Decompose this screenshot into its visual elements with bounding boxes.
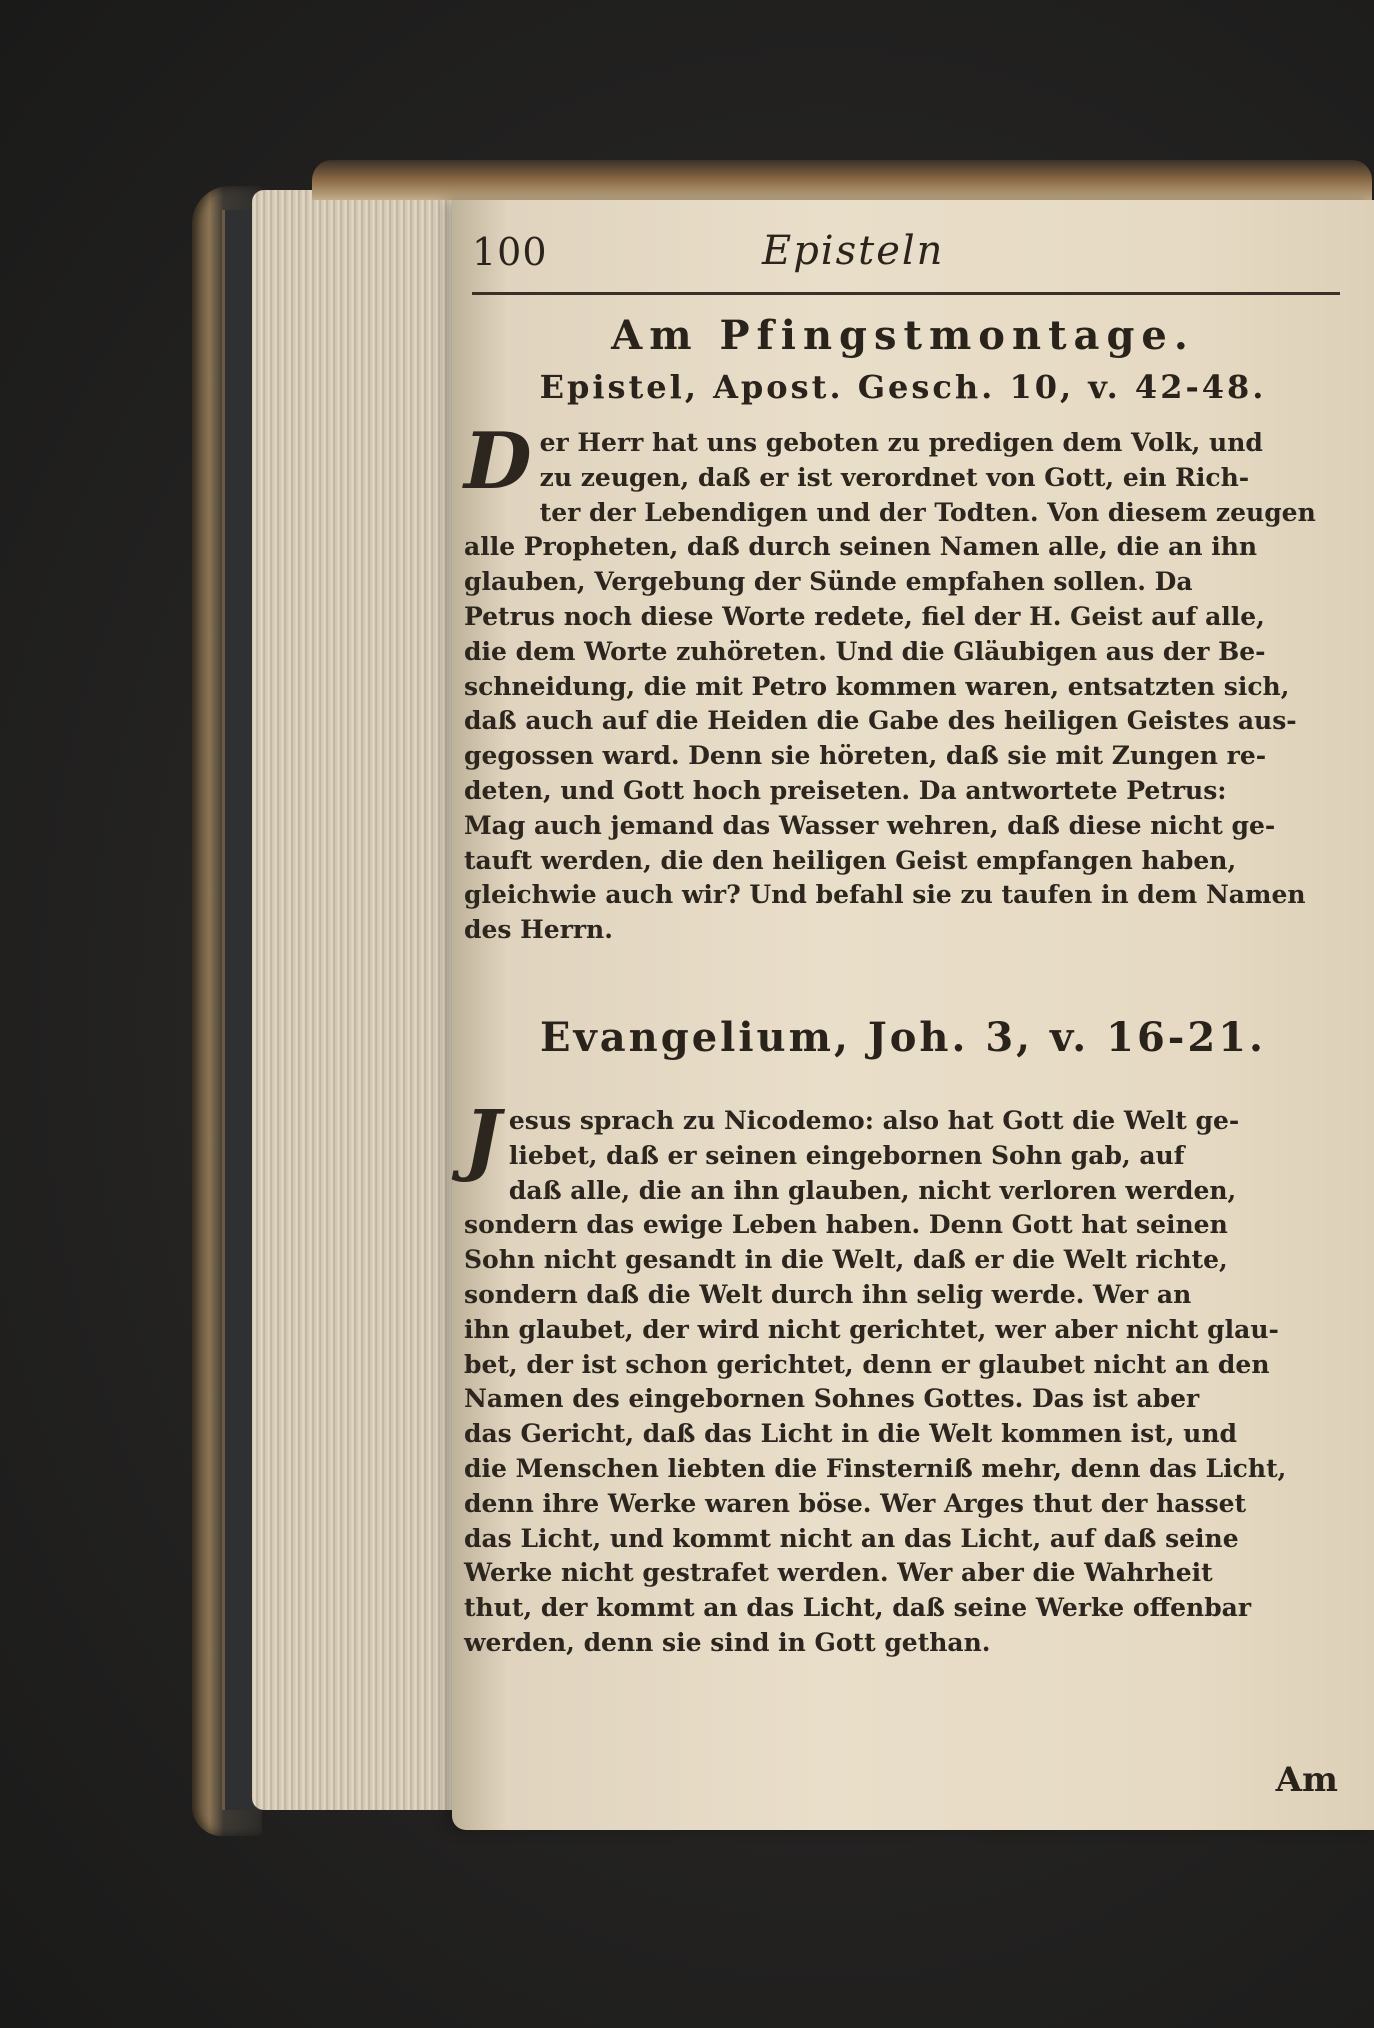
running-head: Episteln [762, 228, 945, 274]
text-line: deten, und Gott hoch preiseten. Da antwortete Petrus: [464, 775, 1227, 805]
text-line: Werke nicht gestrafet werden. Wer aber die Wahrheit [464, 1558, 1213, 1588]
text-line: Petrus noch diese Worte redete, fiel der H. Geist auf alle, [464, 601, 1265, 631]
text-line: thut, der kommt an das Licht, daß seine Werke offenbar [464, 1593, 1252, 1623]
text-line: denn ihre Werke waren böse. Wer Arges thut der hasset [464, 1488, 1247, 1518]
text-line: gleichwie auch wir? Und befahl sie zu taufen in dem Namen [464, 880, 1306, 910]
text-line: Sohn nicht gesandt in die Welt, daß er die Welt richte, [464, 1245, 1228, 1275]
text-line: daß alle, die an ihn glauben, nicht verloren werden, [508, 1175, 1237, 1205]
text-line: tauft werden, die den heiligen Geist empfangen haben, [464, 845, 1237, 875]
text-line: ter der Lebendigen und der Todten. Von diesem zeugen [539, 497, 1316, 527]
text-line: werden, denn sie sind in Gott gethan. [464, 1627, 991, 1657]
section-heading-sunday: Am Pfingstmontage. [611, 312, 1195, 359]
text-line: glauben, Vergebung der Sünde empfahen sollen. Da [464, 567, 1193, 597]
text-line: schneidung, die mit Petro kommen waren, entsatzten sich, [464, 671, 1290, 701]
text-line: sondern daß die Welt durch ihn selig werde. Wer an [464, 1279, 1192, 1309]
gospel-text [464, 1094, 1340, 1661]
text-line: die dem Worte zuhöreten. Und die Gläubigen aus der Be- [464, 636, 1266, 666]
text-line: liebet, daß er seinen eingebornen Sohn gab, auf [508, 1140, 1185, 1170]
section-heading-gospel: Evangelium, Joh. 3, v. 16-21. [540, 1014, 1266, 1061]
epistle-text [464, 416, 1340, 948]
text-line: ihn glaubet, der wird nicht gerichtet, wer aber nicht glau- [464, 1314, 1279, 1344]
text-line: esus sprach zu Nicodemo: also hat Gott die Welt ge- [508, 1106, 1240, 1135]
text-line: bet, der ist schon gerichtet, denn er glaubet nicht an den [464, 1349, 1270, 1379]
text-line: sondern das ewige Leben haben. Denn Gott hat seinen [464, 1210, 1228, 1240]
dropcap-gospel: J [464, 1094, 501, 1185]
dropcap-epistle: D [464, 416, 532, 507]
text-line: er Herr hat uns geboten zu predigen dem Volk, und [539, 428, 1263, 457]
open-book [192, 160, 1374, 1840]
text-line: alle Propheten, daß durch seinen Namen alle, die an ihn [464, 532, 1258, 562]
text-line: daß auch auf die Heiden die Gabe des heiligen Geistes aus- [464, 706, 1297, 736]
text-line: die Menschen liebten die Finsterniß mehr, denn das Licht, [464, 1453, 1287, 1483]
section-subheading-epistle: Epistel, Apost. Gesch. 10, v. 42-48. [539, 368, 1267, 406]
header-rule [472, 292, 1340, 295]
text-line: des Herrn. [464, 915, 613, 945]
book-top-edge [312, 160, 1372, 200]
text-line: das Licht, und kommt nicht an das Licht, auf daß seine [464, 1523, 1239, 1553]
page-header [472, 226, 1340, 282]
book-page [452, 200, 1374, 1830]
catchword: Am [1275, 1760, 1338, 1800]
text-line: gegossen ward. Denn sie höreten, daß sie mit Zungen re- [464, 741, 1267, 771]
text-line: zu zeugen, daß er ist verordnet von Gott, ein Rich- [539, 462, 1250, 492]
page-stack [252, 190, 462, 1810]
text-line: Mag auch jemand das Wasser wehren, daß diese nicht ge- [464, 810, 1276, 840]
page-number: 100 [472, 230, 548, 274]
text-line: Namen des eingebornen Sohnes Gottes. Das ist aber [464, 1384, 1200, 1414]
text-line: das Gericht, daß das Licht in die Welt kommen ist, und [464, 1419, 1237, 1449]
